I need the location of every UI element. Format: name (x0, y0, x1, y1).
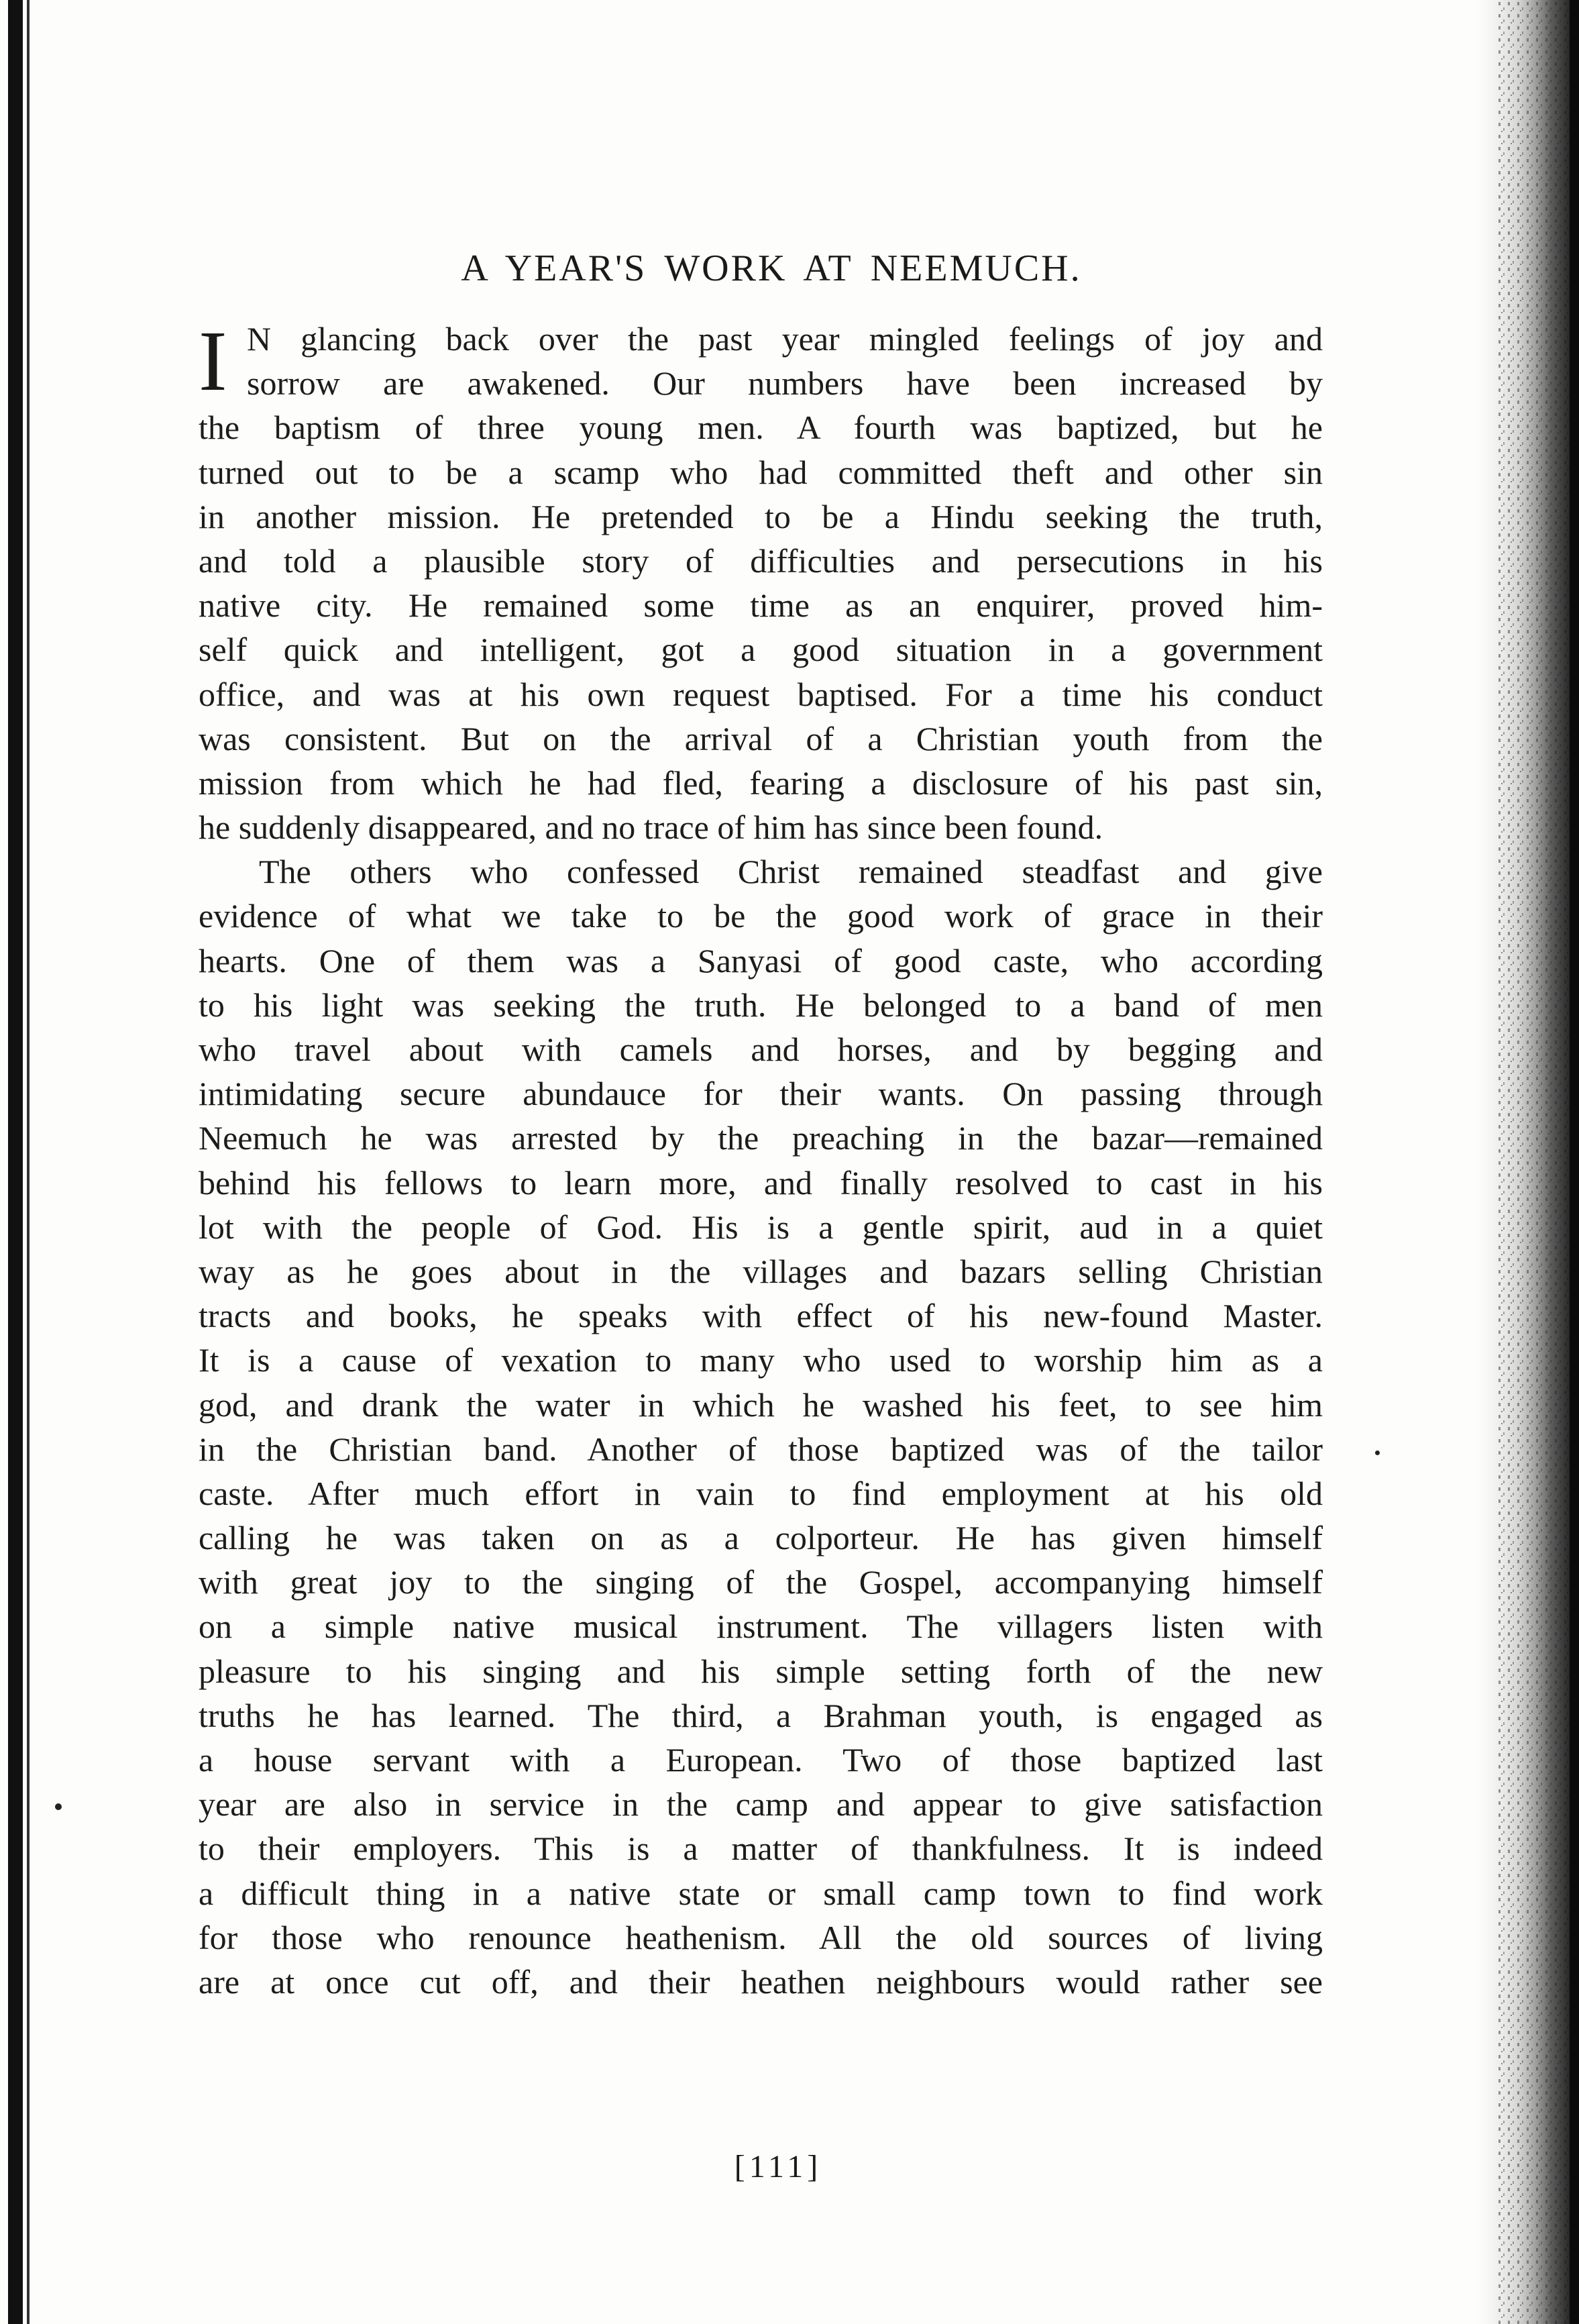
text-line: mission from which he had fled, fearing a disclosure of his past sin, (199, 763, 1323, 802)
text-line: turned out to be a scamp who had committed theft and other sin (199, 453, 1323, 491)
text-line: to his light was seeking the truth. He belonged to a band of men (199, 986, 1323, 1024)
stray-ink-mark (1375, 1450, 1380, 1455)
stray-ink-mark (55, 1803, 62, 1810)
text-line: calling he was taken on as a colporteur. He has given himself (199, 1519, 1323, 1557)
body-text (199, 313, 1323, 2004)
text-line: who travel about with camels and horses, and by begging and (199, 1031, 1323, 1068)
text-line: the baptism of three young men. A fourth was baptized, but he (199, 409, 1323, 447)
text-line: are at once cut off, and their heathen neighbours would rather see (199, 1962, 1323, 2001)
text-line-1-content: N glancing back over the past year mingled feelings of joy and (247, 320, 1323, 358)
text-line: year are also in service in the camp and appear to give satisfaction (199, 1785, 1323, 1824)
text-line: a difficult thing in a native state or small camp town to find work (199, 1874, 1323, 1912)
text-line: way as he goes about in the villages and bazars selling Christian (199, 1252, 1323, 1290)
text-line: with great joy to the singing of the Gospel, accompanying himself (199, 1563, 1323, 1601)
text-line: The others who confessed Christ remained steadfast and give (259, 853, 1323, 891)
text-line: intimidating secure abundauce for their wants. On passing through (199, 1075, 1323, 1113)
text-line: and told a plausible story of difficulties and persecutions in his (199, 541, 1323, 580)
text-line: pleasure to his singing and his simple setting forth of the new (199, 1652, 1323, 1690)
text-line: a house servant with a European. Two of those baptized last (199, 1741, 1323, 1779)
page-title: A YEAR'S WORK AT NEEMUCH. (461, 248, 1082, 289)
text-line: tracts and books, he speaks with effect of his new-found Master. (199, 1297, 1323, 1335)
text-line: It is a cause of vexation to many who used to worship him as a (199, 1341, 1323, 1379)
text-line: native city. He remained some time as an enquirer, proved him- (199, 586, 1323, 625)
text-line: sorrow are awakened. Our numbers have been increased by (247, 364, 1323, 403)
scanned-edge-texture (1469, 0, 1579, 2324)
text-line: was consistent. But on the arrival of a Christian youth from the (199, 719, 1323, 757)
text-line: to their employers. This is a matter of thankfulness. It is indeed (199, 1830, 1323, 1868)
text-line: hearts. One of them was a Sanyasi of good caste, who according (199, 941, 1323, 980)
text-line: caste. After much effort in vain to find employment at his old (199, 1474, 1323, 1512)
binding-edge (8, 0, 23, 2324)
text-line: in the Christian band. Another of those baptized was of the tailor (199, 1430, 1323, 1468)
text-line: lot with the people of God. His is a gentle spirit, aud in a quiet (199, 1208, 1323, 1246)
text-line: evidence of what we take to be the good work of grace in their (199, 897, 1323, 935)
text-line: Neemuch he was arrested by the preaching in the bazar—remained (199, 1119, 1323, 1157)
text-line: self quick and intelligent, got a good situation in a government (199, 631, 1323, 669)
text-line: behind his fellows to learn more, and finally resolved to cast in his (199, 1163, 1323, 1202)
text-line: in another mission. He pretended to be a Hindu seeking the truth, (199, 497, 1323, 535)
text-line: god, and drank the water in which he washed his feet, to see him (199, 1385, 1323, 1424)
binding-edge-inner (27, 0, 30, 2324)
text-line: he suddenly disappeared, and no trace of him has since been found. (199, 808, 1103, 847)
text-line: on a simple native musical instrument. The villagers listen with (199, 1607, 1323, 1646)
text-line: for those who renounce heathenism. All the old sources of living (199, 1918, 1323, 1956)
page-number: [111] (734, 2149, 822, 2184)
drop-cap: I (199, 313, 227, 409)
text-line: office, and was at his own request baptised. For a time his conduct (199, 675, 1323, 713)
text-line: truths he has learned. The third, a Brahman youth, is engaged as (199, 1696, 1323, 1734)
